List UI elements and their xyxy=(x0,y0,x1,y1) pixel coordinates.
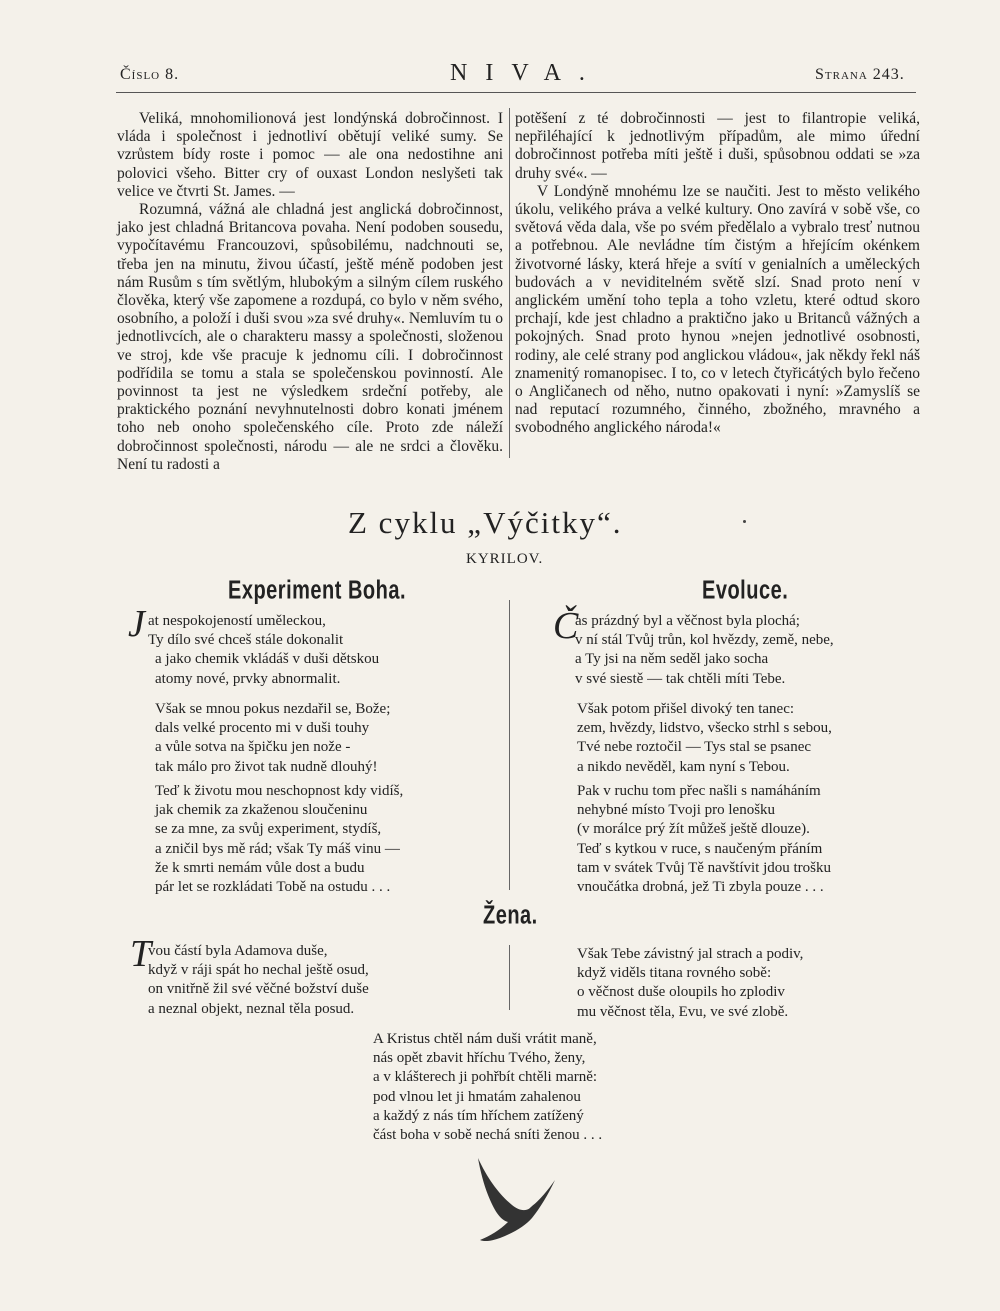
verse-line: A Kristus chtěl nám duši vrátit maně, xyxy=(373,1031,597,1047)
verse-line: tam v svátek Tvůj Tě navštívit jdou trošku xyxy=(577,859,832,876)
verse-line: v ní stál Tvůj trůn, kol hvězdy, země, nebe, xyxy=(575,632,834,649)
stanza xyxy=(155,782,403,897)
verse-line: a v klášterech ji pohřbít chtěli marně: xyxy=(373,1069,598,1086)
paragraph: Rozumná, vážná ale chladná jest anglická dobročinnost, jako jest chladná Britancova povaha. Není podoben sousedu, vypočítavému Francouzovi, spůsobilému, nadchnouti se, třeba jen na minutu, živou účastí, ještě méně podoben jest nám Rusům s tím světlým, hlubokým a silným cílem ruského člověka, který vše zapomene a rozdupá, co bylo v něm svého, osobního, a položí i duši svou »za své druhy«. Nemluvím tu o jednotlivcích, ale o charakteru massy a společnosti, složenou ve stroj, kde vše pracuje k jednomu cíli. I dobročinnost podřídila se tomu a stala se společenskou povinností. Ale povinnost ta jest ne výsledkem srdeční potřeby, ale praktického poznání nevyhnutelnosti dobro konati jménem toho neb onoho společenského cíle. Proto zde náleží dobročinnost společnosti, národu — ale ne srdci a člověku. Není tu radosti a xyxy=(117,201,503,473)
poem-divider xyxy=(509,600,510,890)
verse-line: když v ráji spát ho nechal ještě osud, xyxy=(148,962,369,979)
verse-line: o věčnost duše oloupils ho zplodiv xyxy=(577,984,785,1001)
paragraph: V Londýně mnohému lze se naučiti. Jest to město velikého úkolu, velikého práva a velké kultury. Ono zavírá v sobě vše, co světová věda dala, vše po svém předělalo a vybralo tresť nutnou a potřebnou. Ale nevládne tím čistým a hřejícím okénkem životvorné lásky, která hřeje a svítí v genialních a uměleckých budovách a v neviditelném světě slzí. Snad proto není v anglickém umění toho tepla a toho vzletu, které odtud skoro prchají, kde jest chladno a praktično jako u Britanců vážných a pokojných. Snad proto hynou »nejen jednotlivé osobnosti, rodiny, ale celé strany pod anglickou vládou«, jak někdy řekl náš znamenitý romanopisec. I to, co v letech čtyřicátých bylo řečeno o Angličanech od něho, nutno opakovati i nyní: »Zamyslíš se nad reputací rozumného, činného, zbožného, mravného a svobodného anglického národa!« xyxy=(515,182,920,437)
poem-title-evoluce: Evoluce. xyxy=(702,576,789,606)
verse-line: vou částí byla Adamova duše, xyxy=(148,943,328,959)
verse-line: vnoučátka drobná, jež Ti zbyla pouze . . . xyxy=(577,879,824,896)
stanza xyxy=(148,942,369,1019)
verse-line: zem, hvězdy, lidstvo, všecko strhl s sebou, xyxy=(577,720,832,737)
prose-column-right xyxy=(515,110,920,438)
poem-divider xyxy=(509,945,510,1010)
verse-line: a neznal objekt, neznal těla posud. xyxy=(148,1000,355,1017)
verse-line: Pak v ruchu tom přec našli s namáháním xyxy=(577,783,821,799)
verse-line: Však se mnou pokus nezdařil se, Bože; xyxy=(155,701,391,717)
verse-line: v své siestě — tak chtěli míti Tebe. xyxy=(575,670,786,687)
verse-line: že k smrti nemám vůle dost a budu xyxy=(155,859,365,876)
verse-line: Teď k životu mou neschopnost kdy vidíš, xyxy=(155,783,404,799)
verse-line: a vůle sotva na špičku jen nože - xyxy=(155,739,351,756)
column-divider xyxy=(509,108,510,458)
swallow-ornament-icon xyxy=(470,1150,560,1245)
verse-line: a jako chemik vkládáš v duši dětskou xyxy=(155,651,380,668)
verse-line: tak málo pro život tak nudně dlouhý! xyxy=(155,758,378,775)
verse-line: Však potom přišel divoký ten tanec: xyxy=(577,701,795,717)
poem-title-zena: Žena. xyxy=(483,901,538,931)
verse-line: mu věčnost těla, Evu, ve své zlobě. xyxy=(577,1003,789,1020)
verse-line: on vnitřně žil své věčné božství duše xyxy=(148,981,369,998)
verse-line: atomy nové, prvky abnormalit. xyxy=(155,670,341,687)
verse-line: as prázdný byl a věčnost byla plochá; xyxy=(575,613,800,629)
poem-title-experiment: Experiment Boha. xyxy=(228,576,407,606)
verse-line: a zničil bys mě rád; však Ty máš vinu — xyxy=(155,840,400,857)
magazine-title: NIVA. xyxy=(450,60,603,86)
verse-line: Však Tebe závistný jal strach a podiv, xyxy=(577,946,804,962)
stanza xyxy=(155,700,390,777)
paragraph: potěšení z té dobročinnosti — jest to filantropie veliká, nepřiléhající k jednotlivým případům, ale mimo úřední dobročinnost potřeba míti ještě i duši, spůsobnou oddati se »za druhy své«. — xyxy=(515,110,920,182)
stanza xyxy=(373,1030,602,1145)
drop-cap: J xyxy=(128,603,145,645)
verse-line: dals velké procento mi v duši touhy xyxy=(155,720,370,737)
stanza xyxy=(577,782,831,897)
stanza xyxy=(577,945,803,1022)
drop-cap: Č xyxy=(553,605,579,647)
stanza xyxy=(148,612,379,689)
paragraph: Veliká, mnohomilionová jest londýnská dobročinnost. I vláda i společnost i jednotliví obětují veliké sumy. Se vzrůstem bídy roste i pomoc — ale ona nedostihne ani polovici všeho. Bitter cry of ouxast London neslyšeti tak velice ve čtvrti St. James. — xyxy=(117,110,503,200)
verse-line: a každý z nás tím hříchem zatížený xyxy=(373,1107,584,1124)
stanza xyxy=(577,700,832,777)
prose-column-left xyxy=(117,110,503,474)
verse-line: at nespokojeností uměleckou, xyxy=(148,613,326,629)
issue-number: Číslo 8. xyxy=(120,66,180,83)
verse-line: nás opět zbavit hříchu Tvého, ženy, xyxy=(373,1050,586,1067)
verse-line: a nikdo nevěděl, kam nyní s Tebou. xyxy=(577,758,790,775)
verse-line: Teď s kytkou v ruce, s naučeným přáním xyxy=(577,840,823,857)
ornament-dot xyxy=(743,520,746,523)
stanza xyxy=(575,612,834,689)
verse-line: když viděls titana rovného sobě: xyxy=(577,965,772,982)
page-number: Strana 243. xyxy=(815,66,905,83)
header-rule xyxy=(116,92,916,93)
verse-line: pod vlnou let ji hmatám zahalenou xyxy=(373,1088,581,1105)
verse-line: a Ty jsi na něm seděl jako socha xyxy=(575,651,769,668)
verse-line: nehybné místo Tvoji pro lenošku xyxy=(577,802,776,819)
drop-cap: T xyxy=(130,933,152,975)
verse-line: jak chemik za zkaženou sloučeninu xyxy=(155,802,368,819)
verse-line: pár let se rozkládati Tobě na ostudu . . . xyxy=(155,879,391,896)
verse-line: Ty dílo své chceš stále dokonalit xyxy=(148,632,344,649)
verse-line: se za mne, za svůj experiment, stydíš, xyxy=(155,821,382,838)
author-name: KYRILOV. xyxy=(466,551,544,567)
verse-line: Tvé nebe roztočil — Tys stal se psanec xyxy=(577,739,812,756)
verse-line: (v morálce prý žít můžeš ještě dlouze). xyxy=(577,821,810,838)
verse-line: část boha v sobě nechá sníti ženou . . . xyxy=(373,1127,603,1144)
cycle-title: Z cyklu „Výčitky“. xyxy=(348,505,623,540)
